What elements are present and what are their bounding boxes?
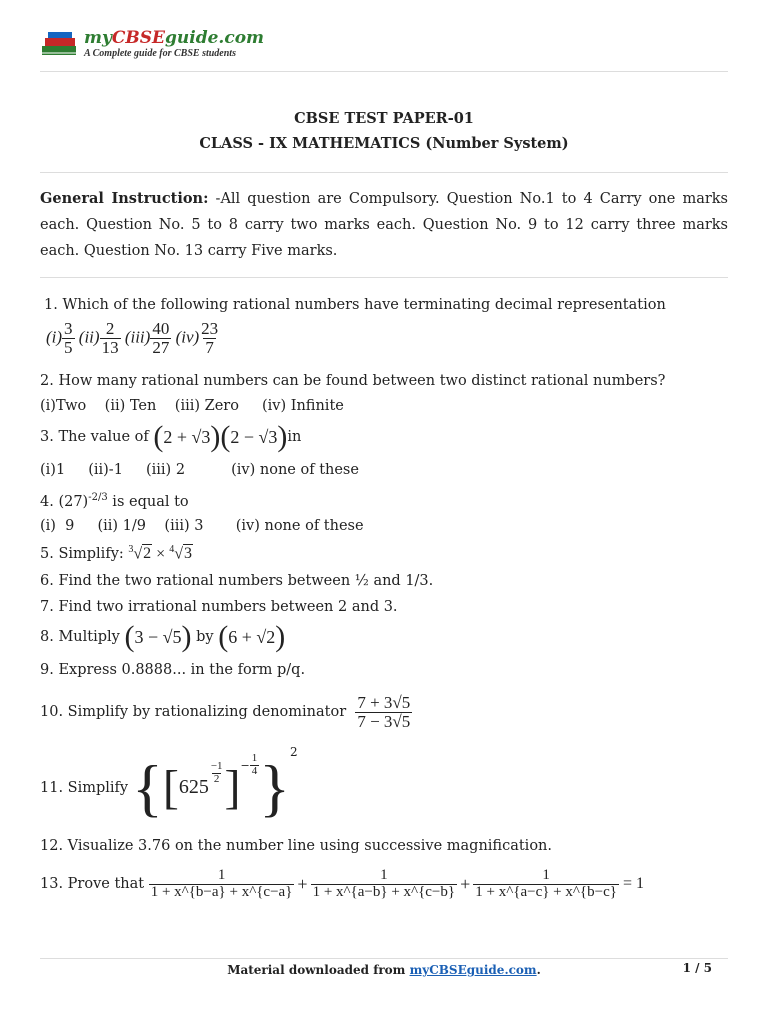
brand-name: myCBSEguide.com xyxy=(84,27,265,48)
question-12: 12. Visualize 3.76 on the number line using successive magnification. xyxy=(40,838,552,854)
question-8: 8. Multiply ( 3 − √5 ) by ( 6 + √2 ) xyxy=(40,620,286,653)
question-11: 11. Simplify { [ 625 $\frac{-1}{2}$ ] − $\frac{1}{4}$ } $^2$ xyxy=(40,745,298,823)
site-header xyxy=(40,26,264,62)
question-3-options: (i)1 (ii)-1 (iii) 2 (iv) none of these xyxy=(40,462,359,478)
general-instruction xyxy=(40,186,728,264)
question-4: 4. $(27)^{-2/3}$ is equal to xyxy=(40,492,189,510)
paper-subtitle: CLASS - IX MATHEMATICS (Number System) xyxy=(199,135,569,152)
footer-link[interactable]: myCBSEguide.com xyxy=(409,963,537,977)
question-13: 13. Prove that $\frac{1}{1 + x\^{}\{b-a\} + x\^{}\{c-a\}}$ + $\frac{1}{1 + x\^{}\{a-b\} + x\^{}\{c-b\}}$ + $\frac{1}{1 + x\^{}\{a-c\} + x\^{}\{b-c\}}$ = 1 xyxy=(40,866,644,900)
question-2: 2. How many rational numbers can be found between two distinct rational numbers? xyxy=(40,373,666,389)
footer-divider xyxy=(40,958,728,959)
page-number: 1 / 5 xyxy=(682,961,712,975)
header-divider xyxy=(40,71,728,72)
instruction-divider xyxy=(40,277,728,278)
footer-text: Material downloaded from xyxy=(227,963,410,977)
question-9: 9. Express 0.8888... in the form p/q. xyxy=(40,662,306,678)
question-4-options: (i) 9 (ii) 1/9 (iii) 3 (iv) none of these xyxy=(40,518,364,534)
brand-tagline: A Complete guide for CBSE students xyxy=(84,47,236,59)
instruction-label: General Instruction: xyxy=(40,190,209,207)
question-2-options: (i)Two (ii) Ten (iii) Zero (iv) Infinite xyxy=(40,398,344,414)
title-divider xyxy=(40,172,728,173)
books-logo-icon xyxy=(40,30,80,58)
question-5: 5. Simplify: $^3$√2 × $^4$√3 xyxy=(40,544,192,563)
paper-title: CBSE TEST PAPER-01 xyxy=(294,110,474,127)
question-10: 10. Simplify by rationalizing denominator $\frac{7 + 3√5}{7 - 3√5}$ xyxy=(40,692,411,731)
question-1-options: (i) $\frac{3}{5}$ (ii) $\frac{2}{13}$ (iii) $\frac{40}{27}$ (iv) $\frac{23}{7}$ xyxy=(46,319,219,357)
question-6: 6. Find the two rational numbers between ½ and 1/3. xyxy=(40,573,434,589)
footer: Material downloaded from myCBSEguide.com. xyxy=(227,963,541,977)
question-3: 3. The value of ( 2 + √3 ) ( 2 − √3 ) in xyxy=(40,420,302,453)
question-7: 7. Find two irrational numbers between 2 and 3. xyxy=(40,599,398,615)
question-1: 1. Which of the following rational numbers have terminating decimal representation xyxy=(44,297,666,313)
instruction-text: -All question are Compulsory. Question No.1 to 4 Carry one marks each. Question No. 5 to 8 carry two marks each. Question No. 9 to 12 carry three marks each. Question No. 13 carry Five marks. xyxy=(40,191,728,259)
